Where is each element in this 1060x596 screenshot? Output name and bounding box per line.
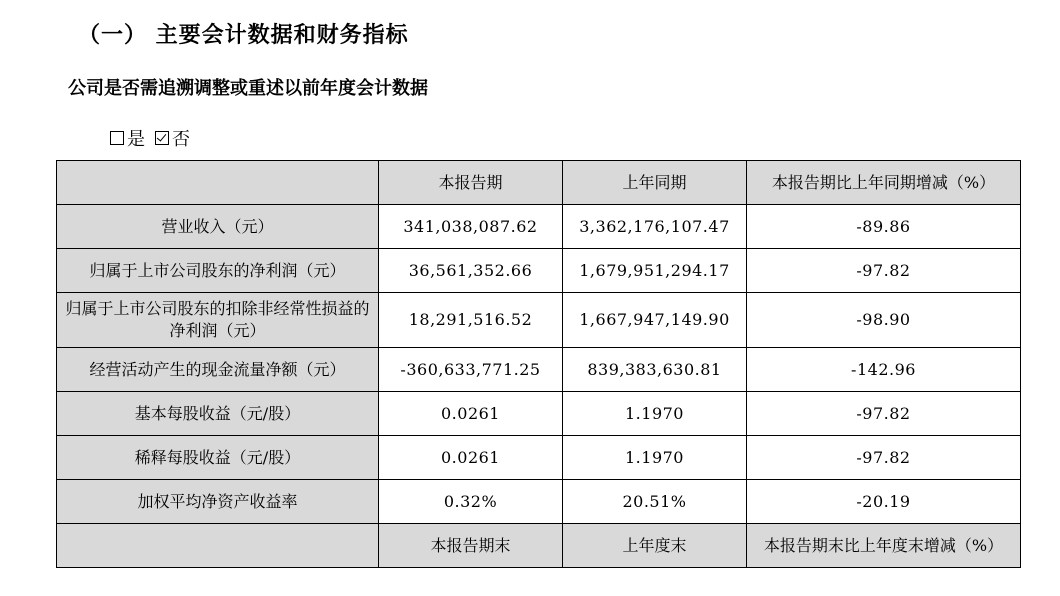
header-change-pct: 本报告期比上年同期增减（%）	[747, 161, 1021, 205]
row-label: 营业收入（元）	[57, 205, 379, 249]
change-value: -142.96	[747, 348, 1021, 392]
option-no-label: 否	[172, 129, 190, 150]
prior-value: 3,362,176,107.47	[563, 205, 747, 249]
option-no[interactable]	[155, 125, 190, 151]
prior-value: 1.1970	[563, 436, 747, 480]
current-value: 0.0261	[379, 436, 563, 480]
table-row	[57, 392, 1021, 436]
current-value: 18,291,516.52	[379, 293, 563, 348]
header-period-end: 本报告期末	[379, 524, 563, 568]
current-value: 0.32%	[379, 480, 563, 524]
change-value: -89.86	[747, 205, 1021, 249]
header-period-end-change-pct: 本报告期末比上年度末增减（%）	[747, 524, 1021, 568]
row-label: 基本每股收益（元/股）	[57, 392, 379, 436]
table-row	[57, 480, 1021, 524]
row-label: 加权平均净资产收益率	[57, 480, 379, 524]
table-row	[57, 348, 1021, 392]
financial-data-table	[56, 160, 1021, 568]
option-yes-label: 是	[127, 129, 145, 150]
footer-header-empty	[57, 524, 379, 568]
table-row	[57, 205, 1021, 249]
restatement-question: 公司是否需追溯调整或重述以前年度会计数据	[68, 78, 428, 99]
row-label: 经营活动产生的现金流量净额（元）	[57, 348, 379, 392]
table-row	[57, 249, 1021, 293]
prior-value: 1.1970	[563, 392, 747, 436]
table-row	[57, 436, 1021, 480]
restatement-options	[110, 125, 200, 151]
table-footer-header-row	[57, 524, 1021, 568]
checked-box-icon[interactable]	[155, 131, 169, 145]
prior-value: 1,679,951,294.17	[563, 249, 747, 293]
row-label: 归属于上市公司股东的净利润（元）	[57, 249, 379, 293]
row-label: 归属于上市公司股东的扣除非经常性损益的净利润（元）	[57, 293, 379, 348]
change-value: -97.82	[747, 436, 1021, 480]
header-current-period: 本报告期	[379, 161, 563, 205]
header-cell-empty	[57, 161, 379, 205]
change-value: -98.90	[747, 293, 1021, 348]
change-value: -20.19	[747, 480, 1021, 524]
table-header-row	[57, 161, 1021, 205]
prior-value: 839,383,630.81	[563, 348, 747, 392]
change-value: -97.82	[747, 392, 1021, 436]
section-heading: （一） 主要会计数据和财务指标	[78, 23, 409, 48]
current-value: 0.0261	[379, 392, 563, 436]
row-label: 稀释每股收益（元/股）	[57, 436, 379, 480]
header-prior-year-end: 上年度末	[563, 524, 747, 568]
prior-value: 1,667,947,149.90	[563, 293, 747, 348]
prior-value: 20.51%	[563, 480, 747, 524]
option-yes[interactable]	[110, 125, 145, 151]
header-prior-period: 上年同期	[563, 161, 747, 205]
change-value: -97.82	[747, 249, 1021, 293]
current-value: 341,038,087.62	[379, 205, 563, 249]
table-row	[57, 293, 1021, 348]
current-value: 36,561,352.66	[379, 249, 563, 293]
current-value: -360,633,771.25	[379, 348, 563, 392]
unchecked-box-icon[interactable]	[110, 131, 124, 145]
